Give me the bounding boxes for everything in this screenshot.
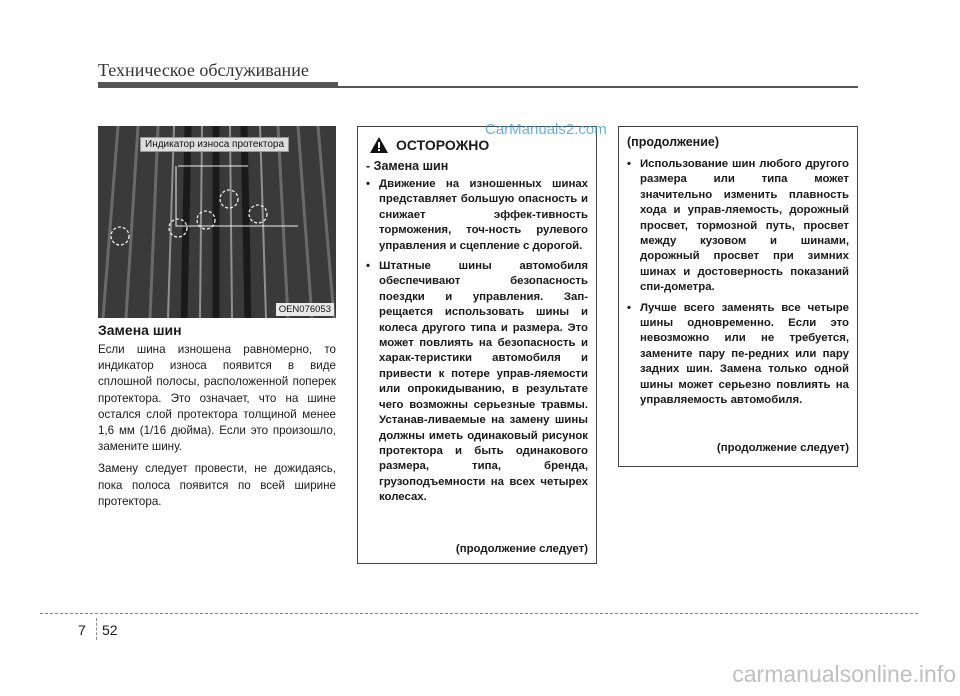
page-header-title: Техническое обслуживание — [98, 60, 309, 80]
warning-list — [366, 177, 588, 511]
list-item: • Штатные шины автомобиля обеспечивают безопасность поездки и управления. Зап-рещается использовать шины и колеса другого типа и размера. Это может повлиять на безопасность и харак-теристики автомобиля и привести к потере управ-ляемости или опрокидыванию, в результате чего возможны серьезные травмы. Устанав-ливаемые на замену шины должны иметь одинаковый рисунок протектора и быть одинакового размера, типа, бренда, грузоподъемности на всех четырех колесах. — [366, 259, 588, 506]
continuation-box — [618, 126, 858, 467]
continuation-list — [627, 157, 849, 414]
warning-heading — [370, 137, 489, 153]
tire-tread-illustration — [98, 126, 336, 318]
figure-code: OEN076053 — [276, 303, 334, 316]
continues-note: (продолжение следует) — [716, 442, 849, 454]
paragraph: Если шина изношена равномерно, то индикатор износа появится в виде сплошной полосы, расположенной поперек протектора. Это означает, что на шине остался слой протектора толщиной менее 1,6 мм (1/16 дюйма). Если это произошло, замените шину. — [98, 343, 336, 454]
tread-wear-indicator-label: Индикатор износа протектора — [140, 137, 289, 152]
footer-page-number: 52 — [102, 622, 118, 638]
list-item: • Лучше всего заменять все четыре шины одновременно. Если это невозможно или не требуется, замените пару пе-редних или пару задних шин. Замена только одной шины может серьезно повлиять на управляемость автомобиля. — [627, 301, 849, 409]
warning-triangle-icon — [370, 137, 388, 153]
watermark-bottom: carmanualsonline.info — [732, 661, 956, 687]
footer-separator — [96, 618, 97, 640]
paragraph: Замену следует провести, не дожидаясь, пока полоса появится по всей ширине протектора. — [98, 462, 336, 508]
warning-subtitle: - Замена шин — [366, 159, 449, 173]
warning-box — [357, 126, 597, 564]
continues-note: (продолжение следует) — [455, 543, 588, 555]
footer-chapter-number: 7 — [78, 622, 86, 638]
list-item: • Движение на изношенных шинах представляет большую опасность и снижает эффек-тивность торможения, точ-ность рулевого управления и сцепление с дорогой. — [366, 177, 588, 254]
section-heading: Замена шин — [98, 322, 182, 338]
footer-divider — [40, 613, 918, 614]
warning-title: ОСТОРОЖНО — [396, 137, 490, 153]
section-body — [98, 342, 336, 516]
watermark-top: CarManuals2.com — [485, 121, 607, 138]
tire-tread-photo — [98, 126, 336, 318]
list-item: • Использование шин любого другого размера или типа может значительно изменить плавность хода и управ-ляемость, дорожный просвет, тормозной путь, просвет между кузовом и шинами, дорожный просвет при зимних шинах и достоверность показаний спи-дометра. — [627, 157, 849, 296]
continuation-title: (продолжение) — [627, 135, 720, 149]
header-rule — [98, 86, 858, 88]
